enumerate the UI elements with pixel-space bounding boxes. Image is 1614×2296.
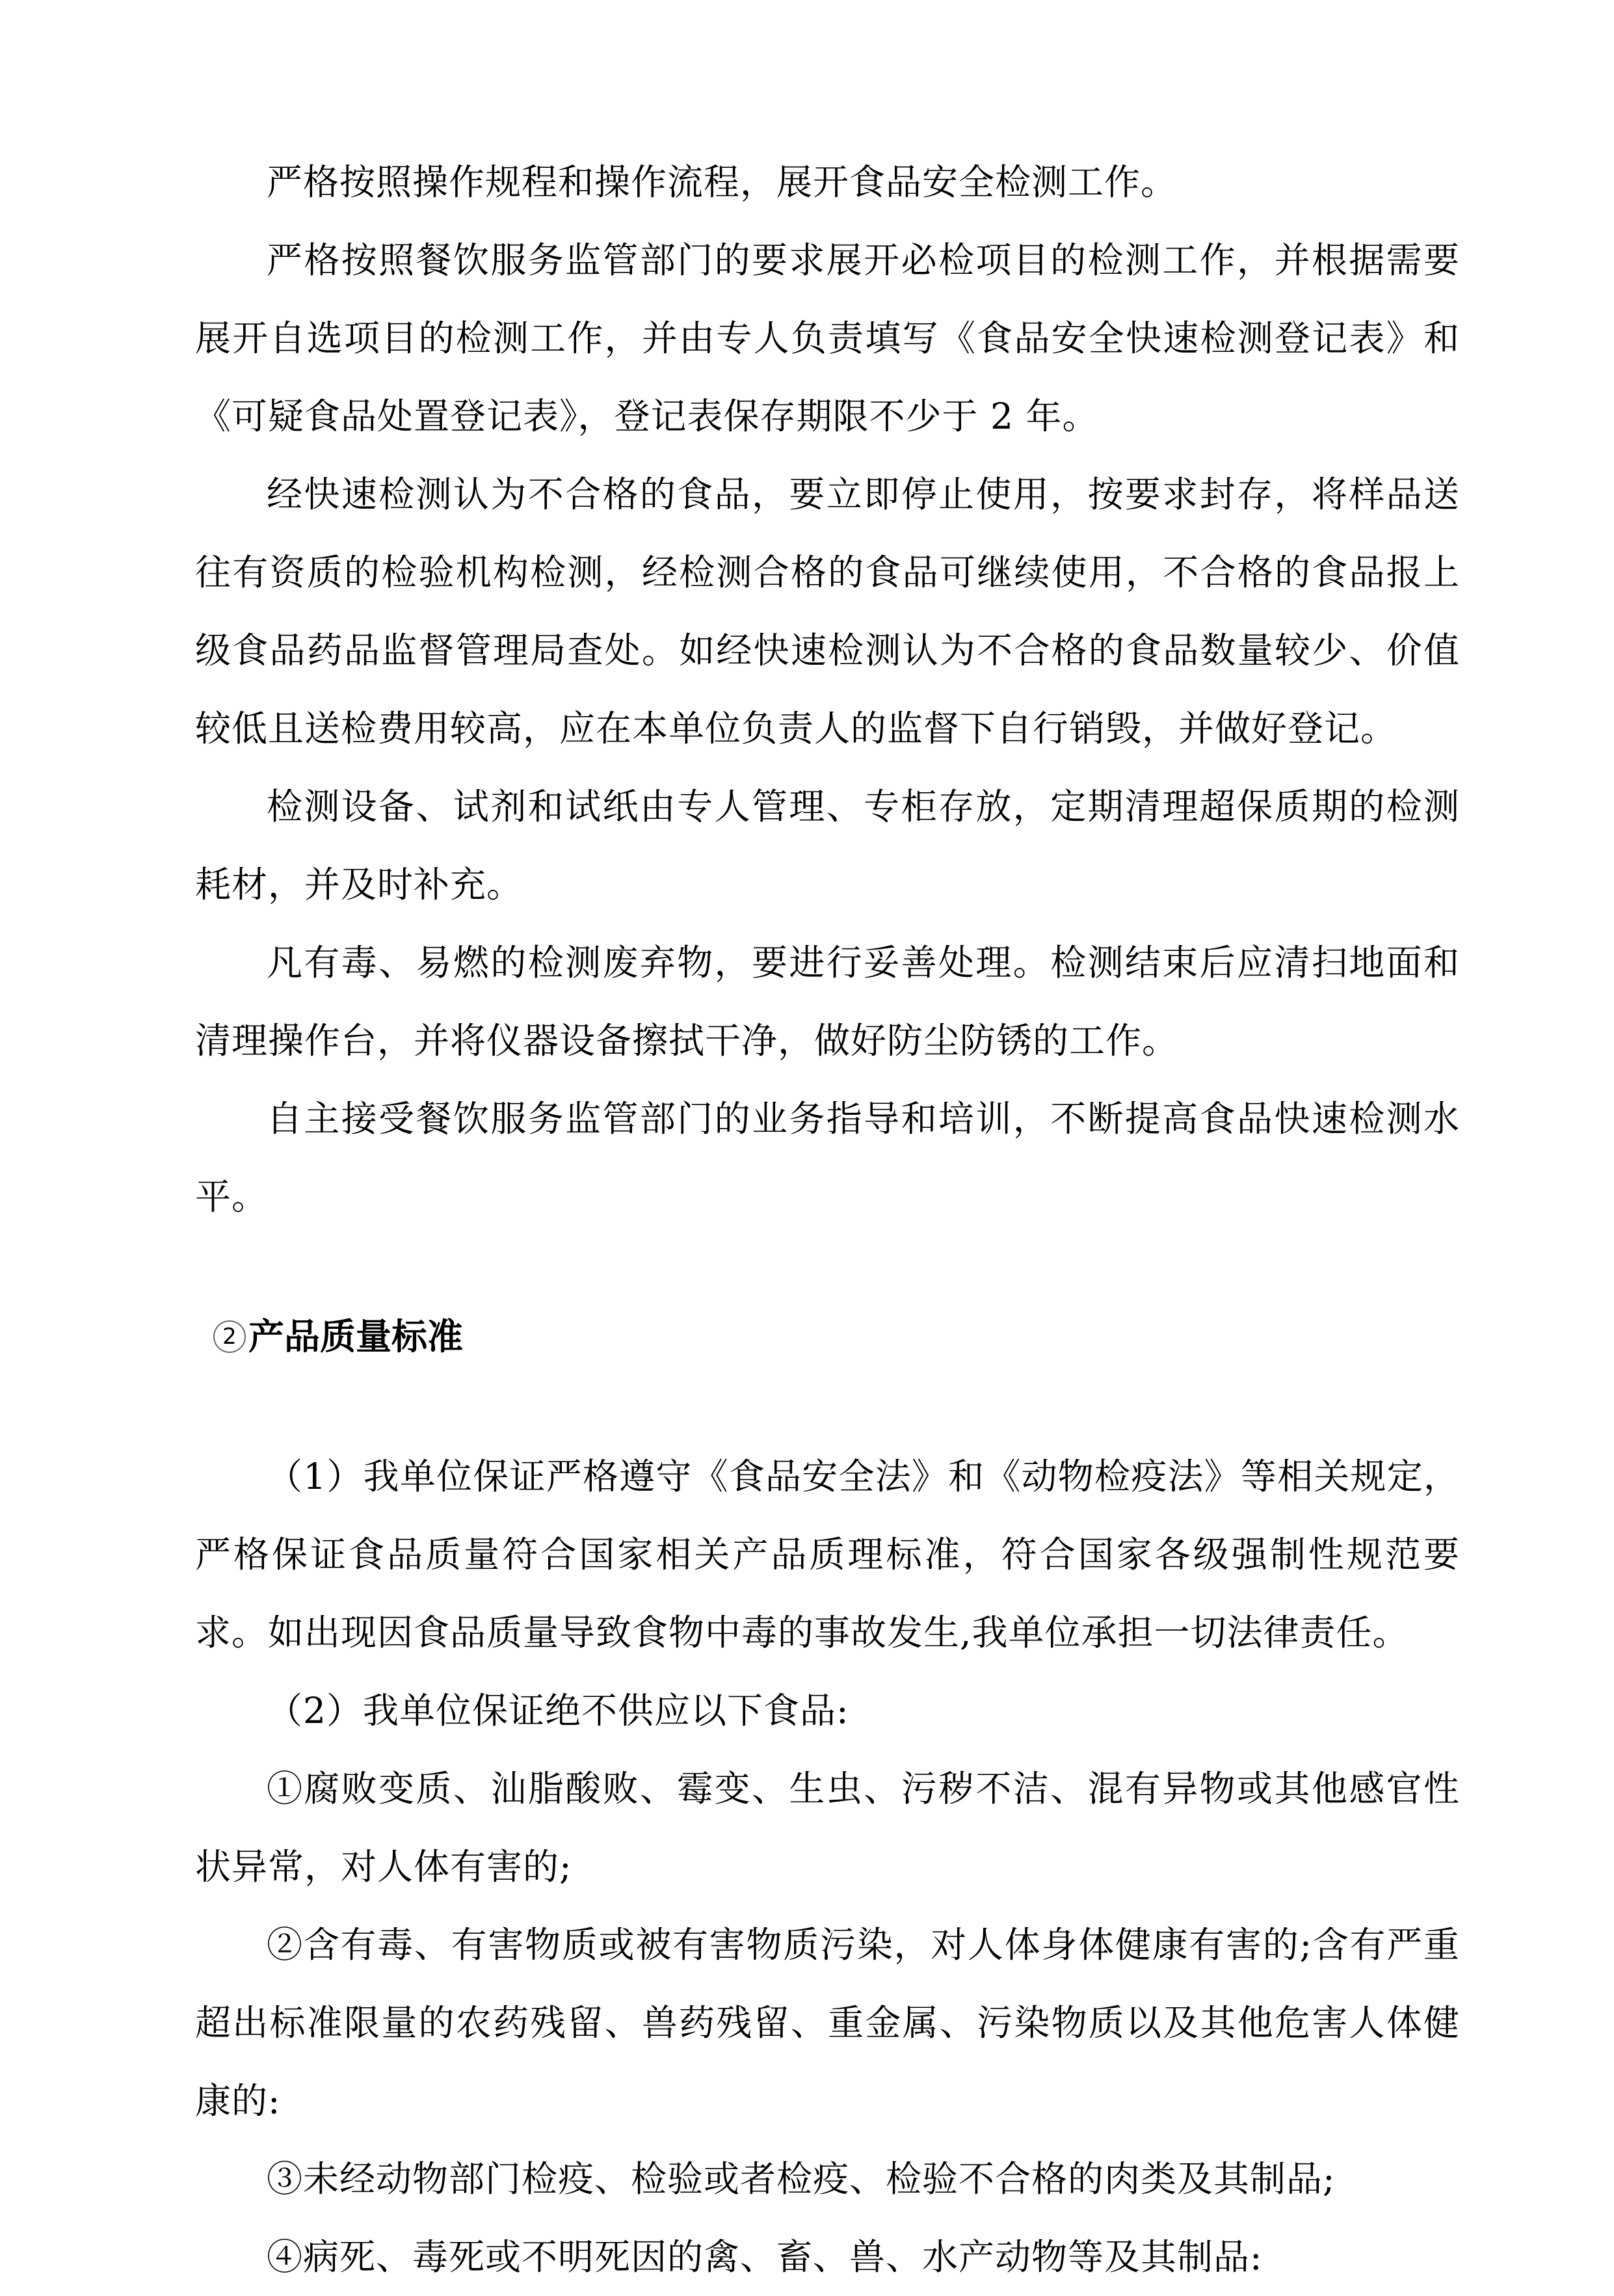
- list-item-uninspected-meat: ③未经动物部门检疫、检验或者检疫、检验不合格的肉类及其制品;: [267, 2158, 1336, 2200]
- section-heading: [213, 1298, 1460, 1376]
- paragraph-waste-handling: 凡有毒、易燃的检测废弃物，要进行妥善处理。检测结束后应清扫地面和清理操作台，并将仪器设备擦拭干净，做好防尘防锈的工作。: [195, 942, 1460, 1061]
- paragraph-equipment-management: 检测设备、试剂和试纸由专人管理、专柜存放，定期清理超保质期的检测耗材，并及时补充。: [195, 786, 1460, 905]
- document-body: [195, 143, 1460, 2296]
- section-number-badge: 2: [213, 1320, 246, 1353]
- paragraph-unqualified-food: 经快速检测认为不合格的食品，要立即停止使用，按要求封存，将样品送往有资质的检验机构检测，经检测合格的食品可继续使用，不合格的食品报上级食品药品监督管理局查处。如经快速检测认为不合格的食品数量较少、价值较低且送检费用较高，应在本单位负责人的监督下自行销毁，并做好登记。: [195, 474, 1460, 749]
- section-title: 产品质量标准: [248, 1316, 464, 1357]
- paragraph-required-testing: 严格按照餐饮服务监管部门的要求展开必检项目的检测工作，并根据需要展开自选项目的检测工作，并由专人负责填写《食品安全快速检测登记表》和《可疑食品处置登记表》，登记表保存期限不少于 2 年。: [195, 239, 1460, 437]
- paragraph-clause-2: （2）我单位保证绝不供应以下食品:: [267, 1690, 849, 1731]
- paragraph-training: 自主接受餐饮服务监管部门的业务指导和培训，不断提高食品快速检测水平。: [195, 1098, 1460, 1218]
- paragraph-clause-1: （1）我单位保证严格遵守《食品安全法》和《动物检疫法》等相关规定，严格保证食品质量符合国家相关产品质理标准，符合国家各级强制性规范要求。如出现因食品质量导致食物中毒的事故发生,我单位承担一切法律责任。: [195, 1456, 1460, 1653]
- list-item-diseased-animals: ④病死、毒死或不明死因的禽、畜、兽、水产动物等及其制品:: [267, 2236, 1263, 2278]
- paragraph-operating-procedures: 严格按照操作规程和操作流程，展开食品安全检测工作。: [267, 161, 1178, 203]
- list-item-toxic-food: ②含有毒、有害物质或被有害物质污染，对人体身体健康有害的;含有严重超出标准限量的农药残留、兽药残留、重金属、污染物质以及其他危害人体健康的:: [195, 1924, 1460, 2122]
- list-item-spoiled-food: ①腐败变质、汕脂酸败、霉变、生虫、污秽不洁、混有异物或其他感官性状异常，对人体有害的;: [195, 1768, 1460, 1888]
